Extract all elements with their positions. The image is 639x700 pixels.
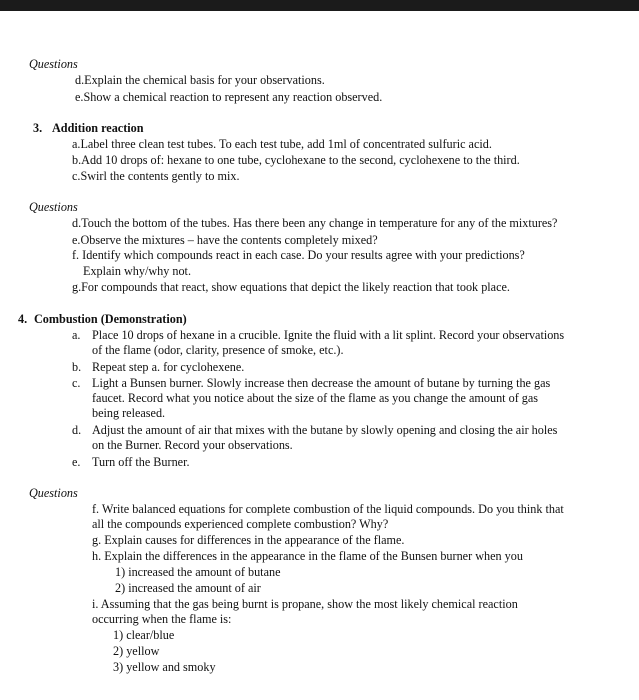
section4-question-f: f. Write balanced equations for complete combustion of the liquid compounds. Do you think that (92, 502, 564, 516)
section4-question-i-3: 3) yellow and smoky (113, 660, 216, 674)
section4-question-f-cont: all the compounds experienced complete combustion? Why? (92, 517, 389, 531)
section4-step-c-line2: faucet. Record what you notice about the size of the flame as you change the amount of gas (92, 391, 539, 405)
section4-step-d-marker: d. (72, 423, 82, 437)
section4-step-c-line3: being released. (92, 406, 166, 420)
section4-number: 4. (18, 312, 28, 326)
section4-question-i: i. Assuming that the gas being burnt is propane, show the most likely chemical reaction (92, 597, 518, 611)
questions-heading-3: Questions (29, 200, 78, 214)
section4-question-i-2: 2) yellow (113, 644, 160, 658)
section4-step-e-marker: e. (72, 455, 81, 469)
section4-question-i-1: 1) clear/blue (113, 628, 175, 642)
section4-step-b-marker: b. (72, 360, 82, 374)
section4-title: Combustion (Demonstration) (34, 312, 187, 326)
section3-title: Addition reaction (52, 121, 144, 135)
section3-question-f: f. Identify which compounds react in each case. Do your results agree with your predictions? (72, 248, 525, 262)
question-e-1: e.Show a chemical reaction to represent any reaction observed. (75, 90, 383, 104)
section4-step-d-line1: Adjust the amount of air that mixes with the butane by slowly opening and closing the air holes (92, 423, 558, 437)
section3-question-f-cont: Explain why/why not. (83, 264, 191, 278)
section4-step-a-line1: Place 10 drops of hexane in a crucible. Ignite the fluid with a lit splint. Record your observations (92, 328, 565, 342)
questions-heading-4: Questions (29, 486, 78, 500)
section4-step-e-line1: Turn off the Burner. (92, 455, 190, 469)
top-border-bar (0, 0, 639, 11)
section4-question-h-1: 1) increased the amount of butane (115, 565, 281, 579)
section4-step-c-line1: Light a Bunsen burner. Slowly increase then decrease the amount of butane by turning the gas (92, 376, 551, 390)
question-d-1: d.Explain the chemical basis for your observations. (75, 73, 325, 87)
questions-heading-1: Questions (29, 57, 78, 71)
section3-step-c: c.Swirl the contents gently to mix. (72, 169, 240, 183)
section3-question-g: g.For compounds that react, show equations that depict the likely reaction that took place. (72, 280, 510, 294)
section4-question-h-2: 2) increased the amount of air (115, 581, 261, 595)
section4-question-h: h. Explain the differences in the appearance in the flame of the Bunsen burner when you (92, 549, 523, 563)
section4-step-b-line1: Repeat step a. for cyclohexene. (92, 360, 245, 374)
section4-step-c-marker: c. (72, 376, 81, 390)
section4-step-a-line2: of the flame (odor, clarity, presence of smoke, etc.). (92, 343, 344, 357)
section3-question-d: d.Touch the bottom of the tubes. Has there been any change in temperature for any of the mixtures? (72, 216, 558, 230)
section3-step-b: b.Add 10 drops of: hexane to one tube, cyclohexane to the second, cyclohexene to the third. (72, 153, 520, 167)
section3-step-a: a.Label three clean test tubes. To each test tube, add 1ml of concentrated sulfuric acid. (72, 137, 492, 151)
section4-question-i-cont: occurring when the flame is: (92, 612, 232, 626)
section3-question-e: e.Observe the mixtures – have the contents completely mixed? (72, 233, 378, 247)
section4-question-g: g. Explain causes for differences in the appearance of the flame. (92, 533, 405, 547)
section4-step-d-line2: on the Burner. Record your observations. (92, 438, 293, 452)
section4-step-a-marker: a. (72, 328, 81, 342)
section3-number: 3. (33, 121, 43, 135)
